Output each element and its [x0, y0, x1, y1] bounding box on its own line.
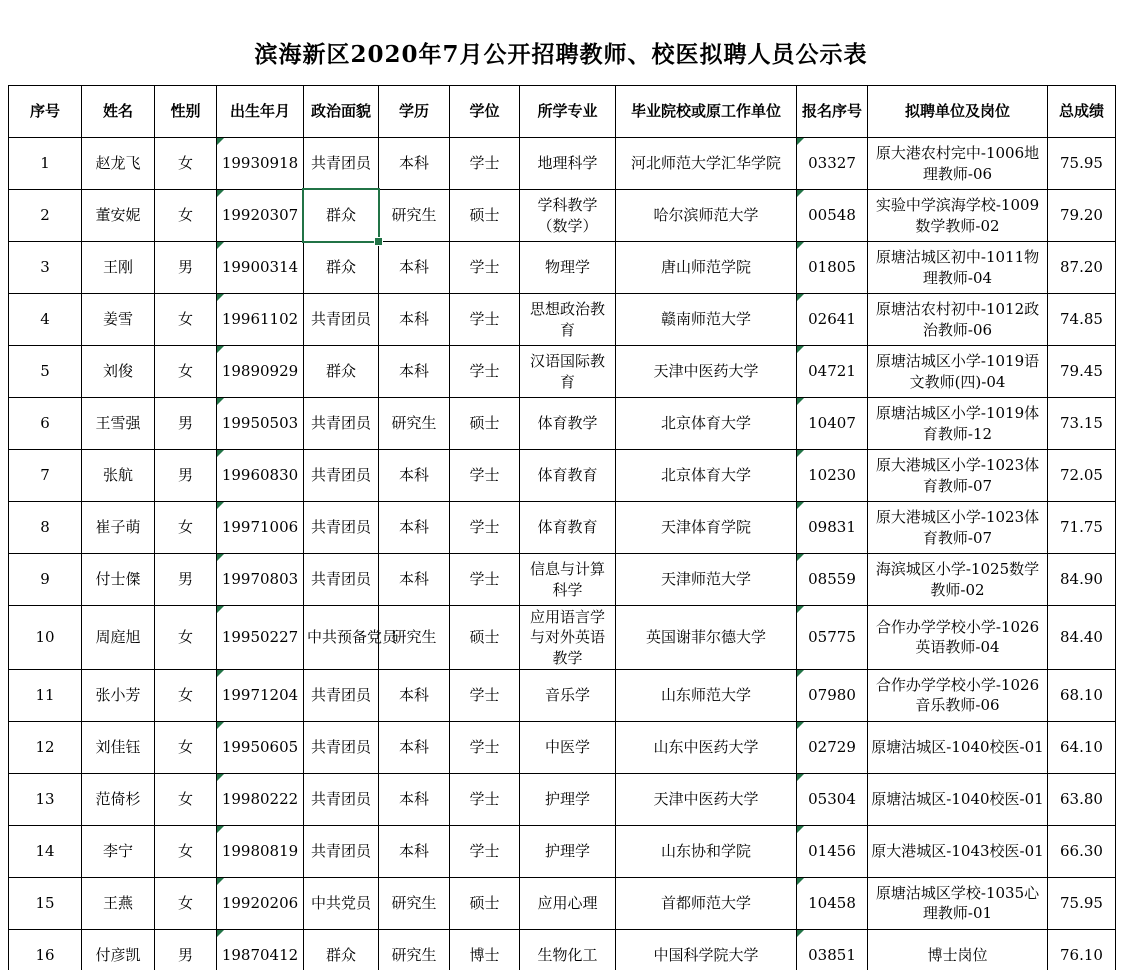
cell-r12-c7[interactable]: 学士: [450, 721, 520, 773]
cell-r9-c1[interactable]: 9: [9, 554, 82, 606]
table-row: [9, 242, 1116, 294]
cell-r15-c5[interactable]: 中共党员: [304, 877, 379, 929]
table-row: [9, 346, 1116, 398]
cell-r16-c12[interactable]: 76.10: [1048, 929, 1116, 970]
cell-r10-c10[interactable]: 05775: [797, 606, 868, 670]
number-as-text-triangle-icon: [797, 294, 804, 301]
cell-r16-c5[interactable]: 群众: [304, 929, 379, 970]
cell-r16-c7[interactable]: 博士: [450, 929, 520, 970]
number-as-text-triangle-icon: [217, 294, 224, 301]
selected-cell[interactable]: 群众: [304, 190, 379, 242]
cell-r7-c1[interactable]: 7: [9, 450, 82, 502]
header-cell[interactable]: 拟聘单位及岗位: [868, 86, 1048, 138]
cell-r15-c9[interactable]: 首都师范大学: [616, 877, 797, 929]
number-as-text-triangle-icon: [797, 606, 804, 613]
cell-r5-c7[interactable]: 学士: [450, 346, 520, 398]
number-as-text-triangle-icon: [217, 774, 224, 781]
cell-r1-c7[interactable]: 学士: [450, 138, 520, 190]
cell-r9-c2[interactable]: 付士傑: [82, 554, 155, 606]
cell-r2-c2[interactable]: 董安妮: [82, 190, 155, 242]
cell-r13-c9[interactable]: 天津中医药大学: [616, 773, 797, 825]
cell-r4-c9[interactable]: 赣南师范大学: [616, 294, 797, 346]
header-cell[interactable]: 政治面貌: [304, 86, 379, 138]
cell-r3-c7[interactable]: 学士: [450, 242, 520, 294]
cell-r6-c5[interactable]: 共青团员: [304, 398, 379, 450]
cell-r7-c9[interactable]: 北京体育大学: [616, 450, 797, 502]
number-as-text-triangle-icon: [797, 722, 804, 729]
cell-r4-c11[interactable]: 原塘沽农村初中-1012政治教师-06: [868, 294, 1048, 346]
cell-r11-c11[interactable]: 合作办学学校小学-1026音乐教师-06: [868, 669, 1048, 721]
cell-r6-c2[interactable]: 王雪强: [82, 398, 155, 450]
cell-r5-c2[interactable]: 刘俊: [82, 346, 155, 398]
table-row: [9, 773, 1116, 825]
cell-r9-c8[interactable]: 信息与计算科学: [520, 554, 616, 606]
cell-r15-c12[interactable]: 75.95: [1048, 877, 1116, 929]
cell-r3-c4[interactable]: 19900314: [217, 242, 304, 294]
number-as-text-triangle-icon: [217, 878, 224, 885]
cell-r11-c4[interactable]: 19971204: [217, 669, 304, 721]
cell-r1-c8[interactable]: 地理科学: [520, 138, 616, 190]
cell-r9-c7[interactable]: 学士: [450, 554, 520, 606]
cell-r7-c5[interactable]: 共青团员: [304, 450, 379, 502]
header-cell[interactable]: 出生年月: [217, 86, 304, 138]
cell-r2-c10[interactable]: 00548: [797, 190, 868, 242]
cell-r4-c10[interactable]: 02641: [797, 294, 868, 346]
table-row: [9, 825, 1116, 877]
cell-r13-c12[interactable]: 63.80: [1048, 773, 1116, 825]
number-as-text-triangle-icon: [217, 242, 224, 249]
cell-r3-c9[interactable]: 唐山师范学院: [616, 242, 797, 294]
cell-r14-c5[interactable]: 共青团员: [304, 825, 379, 877]
table-row: [9, 294, 1116, 346]
cell-r2-c4[interactable]: 19920307: [217, 190, 304, 242]
cell-r8-c5[interactable]: 共青团员: [304, 502, 379, 554]
cell-r1-c12[interactable]: 75.95: [1048, 138, 1116, 190]
cell-r14-c9[interactable]: 山东协和学院: [616, 825, 797, 877]
cell-r1-c6[interactable]: 本科: [379, 138, 450, 190]
cell-r12-c12[interactable]: 64.10: [1048, 721, 1116, 773]
table-row: [9, 606, 1116, 670]
cell-r16-c3[interactable]: 男: [155, 929, 217, 970]
cell-r8-c2[interactable]: 崔子萌: [82, 502, 155, 554]
cell-r12-c11[interactable]: 原塘沽城区-1040校医-01: [868, 721, 1048, 773]
table-row: [9, 669, 1116, 721]
number-as-text-triangle-icon: [217, 450, 224, 457]
cell-r2-c3[interactable]: 女: [155, 190, 217, 242]
cell-r7-c10[interactable]: 10230: [797, 450, 868, 502]
cell-r6-c4[interactable]: 19950503: [217, 398, 304, 450]
number-as-text-triangle-icon: [217, 670, 224, 677]
table-row: [9, 502, 1116, 554]
cell-r14-c7[interactable]: 学士: [450, 825, 520, 877]
cell-r14-c8[interactable]: 护理学: [520, 825, 616, 877]
cell-r15-c2[interactable]: 王燕: [82, 877, 155, 929]
cell-r5-c12[interactable]: 79.45: [1048, 346, 1116, 398]
cell-r1-c3[interactable]: 女: [155, 138, 217, 190]
cell-r1-c4[interactable]: 19930918: [217, 138, 304, 190]
cell-r3-c6[interactable]: 本科: [379, 242, 450, 294]
cell-r12-c10[interactable]: 02729: [797, 721, 868, 773]
cell-r14-c10[interactable]: 01456: [797, 825, 868, 877]
cell-r1-c9[interactable]: 河北师范大学汇华学院: [616, 138, 797, 190]
number-as-text-triangle-icon: [797, 346, 804, 353]
cell-r1-c5[interactable]: 共青团员: [304, 138, 379, 190]
table-row: [9, 721, 1116, 773]
cell-r7-c2[interactable]: 张航: [82, 450, 155, 502]
cell-r4-c3[interactable]: 女: [155, 294, 217, 346]
cell-r7-c7[interactable]: 学士: [450, 450, 520, 502]
table-row: [9, 450, 1116, 502]
cell-r8-c1[interactable]: 8: [9, 502, 82, 554]
cell-r12-c2[interactable]: 刘佳钰: [82, 721, 155, 773]
cell-r13-c11[interactable]: 原塘沽城区-1040校医-01: [868, 773, 1048, 825]
header-cell[interactable]: 序号: [9, 86, 82, 138]
cell-r6-c1[interactable]: 6: [9, 398, 82, 450]
cell-r14-c11[interactable]: 原大港城区-1043校医-01: [868, 825, 1048, 877]
cell-r11-c7[interactable]: 学士: [450, 669, 520, 721]
cell-r5-c6[interactable]: 本科: [379, 346, 450, 398]
cell-r11-c8[interactable]: 音乐学: [520, 669, 616, 721]
cell-r4-c2[interactable]: 姜雪: [82, 294, 155, 346]
cell-r8-c4[interactable]: 19971006: [217, 502, 304, 554]
cell-r7-c3[interactable]: 男: [155, 450, 217, 502]
header-cell[interactable]: 报名序号: [797, 86, 868, 138]
cell-r10-c11[interactable]: 合作办学学校小学-1026英语教师-04: [868, 606, 1048, 670]
number-as-text-triangle-icon: [797, 398, 804, 405]
cell-r8-c11[interactable]: 原大港城区小学-1023体育教师-07: [868, 502, 1048, 554]
cell-r7-c11[interactable]: 原大港城区小学-1023体育教师-07: [868, 450, 1048, 502]
cell-r11-c2[interactable]: 张小芳: [82, 669, 155, 721]
cell-r2-c12[interactable]: 79.20: [1048, 190, 1116, 242]
header-cell[interactable]: 学位: [450, 86, 520, 138]
cell-r9-c6[interactable]: 本科: [379, 554, 450, 606]
cell-r12-c9[interactable]: 山东中医药大学: [616, 721, 797, 773]
number-as-text-triangle-icon: [797, 554, 804, 561]
cell-r5-c9[interactable]: 天津中医药大学: [616, 346, 797, 398]
cell-r13-c4[interactable]: 19980222: [217, 773, 304, 825]
cell-r3-c5[interactable]: 群众: [304, 242, 379, 294]
cell-r16-c10[interactable]: 03851: [797, 929, 868, 970]
page-title: 滨海新区2020年7月公开招聘教师、校医拟聘人员公示表: [254, 41, 868, 68]
cell-r10-c5[interactable]: 中共预备党员: [304, 606, 379, 670]
cell-r3-c3[interactable]: 男: [155, 242, 217, 294]
cell-r12-c8[interactable]: 中医学: [520, 721, 616, 773]
cell-r9-c3[interactable]: 男: [155, 554, 217, 606]
table-row: [9, 877, 1116, 929]
number-as-text-triangle-icon: [217, 826, 224, 833]
cell-r3-c12[interactable]: 87.20: [1048, 242, 1116, 294]
cell-r13-c1[interactable]: 13: [9, 773, 82, 825]
cell-r7-c6[interactable]: 本科: [379, 450, 450, 502]
number-as-text-triangle-icon: [217, 722, 224, 729]
cell-r15-c7[interactable]: 硕士: [450, 877, 520, 929]
table-row: [9, 138, 1116, 190]
cell-r6-c8[interactable]: 体育教学: [520, 398, 616, 450]
cell-r3-c1[interactable]: 3: [9, 242, 82, 294]
cell-r6-c10[interactable]: 10407: [797, 398, 868, 450]
cell-r13-c3[interactable]: 女: [155, 773, 217, 825]
cell-r10-c3[interactable]: 女: [155, 606, 217, 670]
roster-table: [8, 85, 1116, 970]
table-row: [9, 929, 1116, 970]
cell-r16-c9[interactable]: 中国科学院大学: [616, 929, 797, 970]
cell-r3-c10[interactable]: 01805: [797, 242, 868, 294]
cell-r14-c6[interactable]: 本科: [379, 825, 450, 877]
number-as-text-triangle-icon: [217, 190, 224, 197]
table-row: [9, 398, 1116, 450]
cell-r6-c12[interactable]: 73.15: [1048, 398, 1116, 450]
cell-r4-c4[interactable]: 19961102: [217, 294, 304, 346]
cell-r11-c6[interactable]: 本科: [379, 669, 450, 721]
number-as-text-triangle-icon: [217, 606, 224, 613]
cell-r15-c11[interactable]: 原塘沽城区学校-1035心理教师-01: [868, 877, 1048, 929]
cell-r3-c2[interactable]: 王刚: [82, 242, 155, 294]
cell-r14-c4[interactable]: 19980819: [217, 825, 304, 877]
cell-r11-c12[interactable]: 68.10: [1048, 669, 1116, 721]
cell-r9-c4[interactable]: 19970803: [217, 554, 304, 606]
cell-r14-c2[interactable]: 李宁: [82, 825, 155, 877]
cell-r14-c1[interactable]: 14: [9, 825, 82, 877]
cell-r10-c7[interactable]: 硕士: [450, 606, 520, 670]
cell-r4-c6[interactable]: 本科: [379, 294, 450, 346]
cell-r7-c4[interactable]: 19960830: [217, 450, 304, 502]
cell-r16-c4[interactable]: 19870412: [217, 929, 304, 970]
cell-r6-c3[interactable]: 男: [155, 398, 217, 450]
table-row: [9, 554, 1116, 606]
cell-r2-c6[interactable]: 研究生: [379, 190, 450, 242]
cell-r10-c8[interactable]: 应用语言学与对外英语教学: [520, 606, 616, 670]
number-as-text-triangle-icon: [797, 826, 804, 833]
cell-r3-c11[interactable]: 原塘沽城区初中-1011物理教师-04: [868, 242, 1048, 294]
number-as-text-triangle-icon: [217, 502, 224, 509]
cell-r2-c9[interactable]: 哈尔滨师范大学: [616, 190, 797, 242]
cell-r8-c12[interactable]: 71.75: [1048, 502, 1116, 554]
number-as-text-triangle-icon: [217, 554, 224, 561]
header-cell[interactable]: 学历: [379, 86, 450, 138]
cell-r16-c11[interactable]: 博士岗位: [868, 929, 1048, 970]
cell-r13-c7[interactable]: 学士: [450, 773, 520, 825]
cell-r3-c8[interactable]: 物理学: [520, 242, 616, 294]
cell-r5-c10[interactable]: 04721: [797, 346, 868, 398]
cell-r8-c7[interactable]: 学士: [450, 502, 520, 554]
cell-r10-c2[interactable]: 周庭旭: [82, 606, 155, 670]
cell-r13-c6[interactable]: 本科: [379, 773, 450, 825]
cell-r14-c12[interactable]: 66.30: [1048, 825, 1116, 877]
cell-r15-c1[interactable]: 15: [9, 877, 82, 929]
header-cell[interactable]: 毕业院校或原工作单位: [616, 86, 797, 138]
cell-r16-c2[interactable]: 付彦凯: [82, 929, 155, 970]
number-as-text-triangle-icon: [217, 138, 224, 145]
cell-r16-c6[interactable]: 研究生: [379, 929, 450, 970]
cell-r12-c1[interactable]: 12: [9, 721, 82, 773]
cell-r2-c7[interactable]: 硕士: [450, 190, 520, 242]
cell-r15-c4[interactable]: 19920206: [217, 877, 304, 929]
cell-r5-c3[interactable]: 女: [155, 346, 217, 398]
cell-r13-c10[interactable]: 05304: [797, 773, 868, 825]
cell-r1-c10[interactable]: 03327: [797, 138, 868, 190]
cell-r10-c6[interactable]: 研究生: [379, 606, 450, 670]
cell-r1-c2[interactable]: 赵龙飞: [82, 138, 155, 190]
cell-r13-c2[interactable]: 范倚杉: [82, 773, 155, 825]
cell-r6-c6[interactable]: 研究生: [379, 398, 450, 450]
cell-r12-c6[interactable]: 本科: [379, 721, 450, 773]
cell-r9-c9[interactable]: 天津师范大学: [616, 554, 797, 606]
cell-r4-c5[interactable]: 共青团员: [304, 294, 379, 346]
number-as-text-triangle-icon: [797, 878, 804, 885]
cell-r10-c1[interactable]: 10: [9, 606, 82, 670]
cell-r11-c5[interactable]: 共青团员: [304, 669, 379, 721]
cell-r7-c12[interactable]: 72.05: [1048, 450, 1116, 502]
number-as-text-triangle-icon: [797, 670, 804, 677]
number-as-text-triangle-icon: [217, 346, 224, 353]
cell-r10-c12[interactable]: 84.40: [1048, 606, 1116, 670]
cell-r14-c3[interactable]: 女: [155, 825, 217, 877]
cell-r8-c10[interactable]: 09831: [797, 502, 868, 554]
cell-r11-c3[interactable]: 女: [155, 669, 217, 721]
cell-r7-c8[interactable]: 体育教育: [520, 450, 616, 502]
cell-r15-c3[interactable]: 女: [155, 877, 217, 929]
cell-r9-c12[interactable]: 84.90: [1048, 554, 1116, 606]
cell-r11-c10[interactable]: 07980: [797, 669, 868, 721]
cell-r4-c1[interactable]: 4: [9, 294, 82, 346]
number-as-text-triangle-icon: [217, 398, 224, 405]
cell-r5-c8[interactable]: 汉语国际教育: [520, 346, 616, 398]
cell-r2-c1[interactable]: 2: [9, 190, 82, 242]
number-as-text-triangle-icon: [797, 242, 804, 249]
cell-r5-c11[interactable]: 原塘沽城区小学-1019语文教师(四)-04: [868, 346, 1048, 398]
number-as-text-triangle-icon: [797, 450, 804, 457]
cell-r12-c5[interactable]: 共青团员: [304, 721, 379, 773]
cell-r4-c12[interactable]: 74.85: [1048, 294, 1116, 346]
cell-r15-c8[interactable]: 应用心理: [520, 877, 616, 929]
cell-r8-c9[interactable]: 天津体育学院: [616, 502, 797, 554]
header-cell[interactable]: 总成绩: [1048, 86, 1116, 138]
cell-r15-c6[interactable]: 研究生: [379, 877, 450, 929]
number-as-text-triangle-icon: [797, 502, 804, 509]
cell-r6-c9[interactable]: 北京体育大学: [616, 398, 797, 450]
cell-r4-c8[interactable]: 思想政治教育: [520, 294, 616, 346]
cell-r2-c8[interactable]: 学科教学（数学）: [520, 190, 616, 242]
cell-r5-c4[interactable]: 19890929: [217, 346, 304, 398]
number-as-text-triangle-icon: [797, 774, 804, 781]
number-as-text-triangle-icon: [797, 138, 804, 145]
cell-r11-c1[interactable]: 11: [9, 669, 82, 721]
cell-r9-c5[interactable]: 共青团员: [304, 554, 379, 606]
cell-r10-c9[interactable]: 英国谢菲尔德大学: [616, 606, 797, 670]
cell-r15-c10[interactable]: 10458: [797, 877, 868, 929]
cell-r9-c10[interactable]: 08559: [797, 554, 868, 606]
cell-r16-c1[interactable]: 16: [9, 929, 82, 970]
cell-r10-c4[interactable]: 19950227: [217, 606, 304, 670]
cell-r5-c1[interactable]: 5: [9, 346, 82, 398]
cell-r9-c11[interactable]: 海滨城区小学-1025数学教师-02: [868, 554, 1048, 606]
number-as-text-triangle-icon: [217, 930, 224, 937]
cell-r6-c11[interactable]: 原塘沽城区小学-1019体育教师-12: [868, 398, 1048, 450]
cell-r6-c7[interactable]: 硕士: [450, 398, 520, 450]
header-cell[interactable]: 所学专业: [520, 86, 616, 138]
cell-r5-c5[interactable]: 群众: [304, 346, 379, 398]
cell-r16-c8[interactable]: 生物化工: [520, 929, 616, 970]
cell-r8-c6[interactable]: 本科: [379, 502, 450, 554]
cell-r1-c11[interactable]: 原大港农村完中-1006地理教师-06: [868, 138, 1048, 190]
cell-r8-c3[interactable]: 女: [155, 502, 217, 554]
number-as-text-triangle-icon: [797, 930, 804, 937]
cell-r2-c11[interactable]: 实验中学滨海学校-1009数学教师-02: [868, 190, 1048, 242]
cell-r1-c1[interactable]: 1: [9, 138, 82, 190]
cell-r13-c8[interactable]: 护理学: [520, 773, 616, 825]
cell-r4-c7[interactable]: 学士: [450, 294, 520, 346]
cell-r8-c8[interactable]: 体育教育: [520, 502, 616, 554]
table-row: [9, 190, 1116, 242]
header-row: [9, 86, 1116, 138]
number-as-text-triangle-icon: [797, 190, 804, 197]
cell-r12-c4[interactable]: 19950605: [217, 721, 304, 773]
header-cell[interactable]: 性别: [155, 86, 217, 138]
cell-r13-c5[interactable]: 共青团员: [304, 773, 379, 825]
cell-r12-c3[interactable]: 女: [155, 721, 217, 773]
cell-r11-c9[interactable]: 山东师范大学: [616, 669, 797, 721]
header-cell[interactable]: 姓名: [82, 86, 155, 138]
